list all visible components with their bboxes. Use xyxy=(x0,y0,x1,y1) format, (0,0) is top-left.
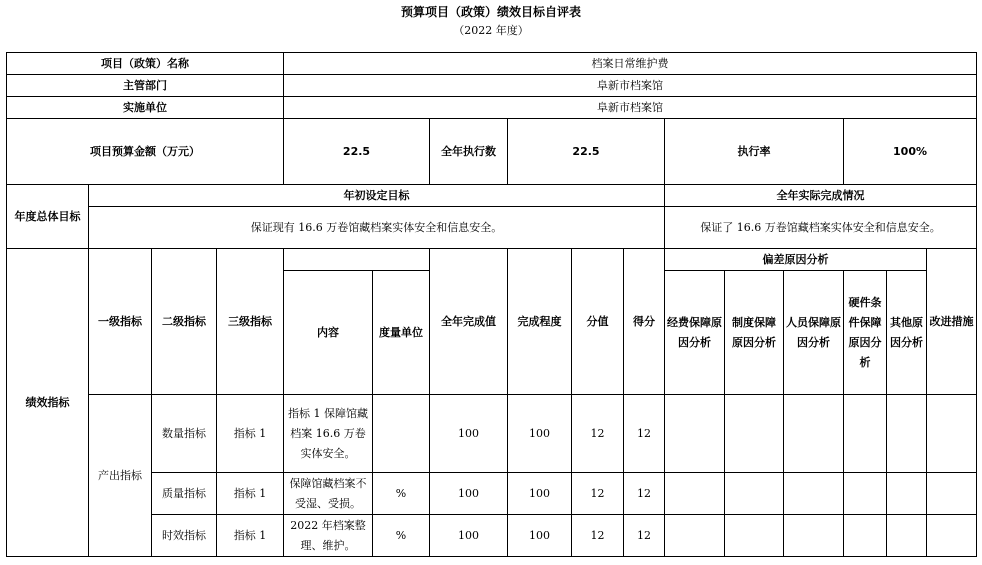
project-name-row xyxy=(7,53,977,75)
row-funding xyxy=(665,395,725,473)
annual-goal-label: 年度总体目标 xyxy=(7,185,89,249)
implementer-label: 实施单位 xyxy=(7,97,284,119)
row-completion: 100 xyxy=(508,473,572,515)
row-improvement xyxy=(927,473,977,515)
deviation-header: 偏差原因分析 xyxy=(665,249,927,271)
row-improvement xyxy=(927,515,977,557)
project-name-label: 项目（政策）名称 xyxy=(7,53,284,75)
rate-value: 100% xyxy=(844,119,977,185)
level1-header: 一级指标 xyxy=(89,249,152,395)
project-name-value: 档案日常维护费 xyxy=(284,53,977,75)
personnel-header: 人员保障原因分析 xyxy=(784,271,844,395)
executed-value: 22.5 xyxy=(508,119,665,185)
row-improvement xyxy=(927,395,977,473)
row-score-value: 12 xyxy=(572,515,624,557)
table-row xyxy=(7,473,977,515)
row-completion: 100 xyxy=(508,515,572,557)
indicator-header-row-1 xyxy=(7,249,977,271)
row-hardware xyxy=(844,515,887,557)
initial-goal-header: 年初设定目标 xyxy=(89,185,665,207)
row-other xyxy=(887,515,927,557)
level1-output-label: 产出指标 xyxy=(89,395,152,557)
page-subtitle: （2022 年度） xyxy=(453,24,529,37)
improvement-header: 改进措施 xyxy=(927,249,977,395)
row-hardware xyxy=(844,395,887,473)
row-funding xyxy=(665,473,725,515)
content-header-spacer xyxy=(284,249,430,271)
annual-goal-header-row xyxy=(7,185,977,207)
budget-amount-label: 项目预算金额（万元） xyxy=(7,119,284,185)
row-level3: 指标 1 xyxy=(217,395,284,473)
row-funding xyxy=(665,515,725,557)
row-annual-value: 100 xyxy=(430,473,508,515)
row-score: 12 xyxy=(624,395,665,473)
row-score-value: 12 xyxy=(572,395,624,473)
system-header: 制度保障原因分析 xyxy=(725,271,784,395)
score-value-header: 分值 xyxy=(572,249,624,395)
row-other xyxy=(887,395,927,473)
row-score: 12 xyxy=(624,515,665,557)
unit-header: 度量单位 xyxy=(373,271,430,395)
row-level3: 指标 1 xyxy=(217,473,284,515)
funding-header: 经费保障原因分析 xyxy=(665,271,725,395)
table-row xyxy=(7,515,977,557)
implementer-row xyxy=(7,97,977,119)
row-unit: % xyxy=(373,515,430,557)
row-level2: 数量指标 xyxy=(152,395,217,473)
page-title: 预算项目（政策）绩效目标自评表 xyxy=(400,5,581,19)
row-unit xyxy=(373,395,430,473)
row-level2: 质量指标 xyxy=(152,473,217,515)
score-header: 得分 xyxy=(624,249,665,395)
completion-header: 完成程度 xyxy=(508,249,572,395)
department-value: 阜新市档案馆 xyxy=(284,75,977,97)
row-annual-value: 100 xyxy=(430,515,508,557)
row-system xyxy=(725,515,784,557)
row-content: 2022 年档案整理、维护。 xyxy=(284,515,373,557)
department-row xyxy=(7,75,977,97)
row-personnel xyxy=(784,515,844,557)
rate-label: 执行率 xyxy=(665,119,844,185)
level3-header: 三级指标 xyxy=(217,249,284,395)
budget-amount-value: 22.5 xyxy=(284,119,430,185)
row-score-value: 12 xyxy=(572,473,624,515)
row-personnel xyxy=(784,395,844,473)
content-header: 内容 xyxy=(284,271,373,395)
table-row xyxy=(7,395,977,473)
implementer-value: 阜新市档案馆 xyxy=(284,97,977,119)
row-unit: % xyxy=(373,473,430,515)
annual-goal-text-row xyxy=(7,207,977,249)
level2-header: 二级指标 xyxy=(152,249,217,395)
row-content: 指标 1 保障馆藏档案 16.6 万卷实体安全。 xyxy=(284,395,373,473)
indicators-section-label: 绩效指标 xyxy=(7,249,89,557)
row-content: 保障馆藏档案不受湿、受损。 xyxy=(284,473,373,515)
row-level2: 时效指标 xyxy=(152,515,217,557)
row-hardware xyxy=(844,473,887,515)
row-annual-value: 100 xyxy=(430,395,508,473)
row-score: 12 xyxy=(624,473,665,515)
row-level3: 指标 1 xyxy=(217,515,284,557)
row-other xyxy=(887,473,927,515)
actual-goal-text: 保证了 16.6 万卷馆藏档案实体安全和信息安全。 xyxy=(665,207,977,249)
initial-goal-text: 保证现有 16.6 万卷馆藏档案实体安全和信息安全。 xyxy=(89,207,665,249)
annual-value-header: 全年完成值 xyxy=(430,249,508,395)
hardware-header: 硬件条件保障原因分析 xyxy=(844,271,887,395)
evaluation-table xyxy=(6,52,977,557)
row-system xyxy=(725,395,784,473)
row-completion: 100 xyxy=(508,395,572,473)
row-personnel xyxy=(784,473,844,515)
actual-goal-header: 全年实际完成情况 xyxy=(665,185,977,207)
other-header: 其他原因分析 xyxy=(887,271,927,395)
executed-label: 全年执行数 xyxy=(430,119,508,185)
department-label: 主管部门 xyxy=(7,75,284,97)
row-system xyxy=(725,473,784,515)
budget-row xyxy=(7,119,977,185)
